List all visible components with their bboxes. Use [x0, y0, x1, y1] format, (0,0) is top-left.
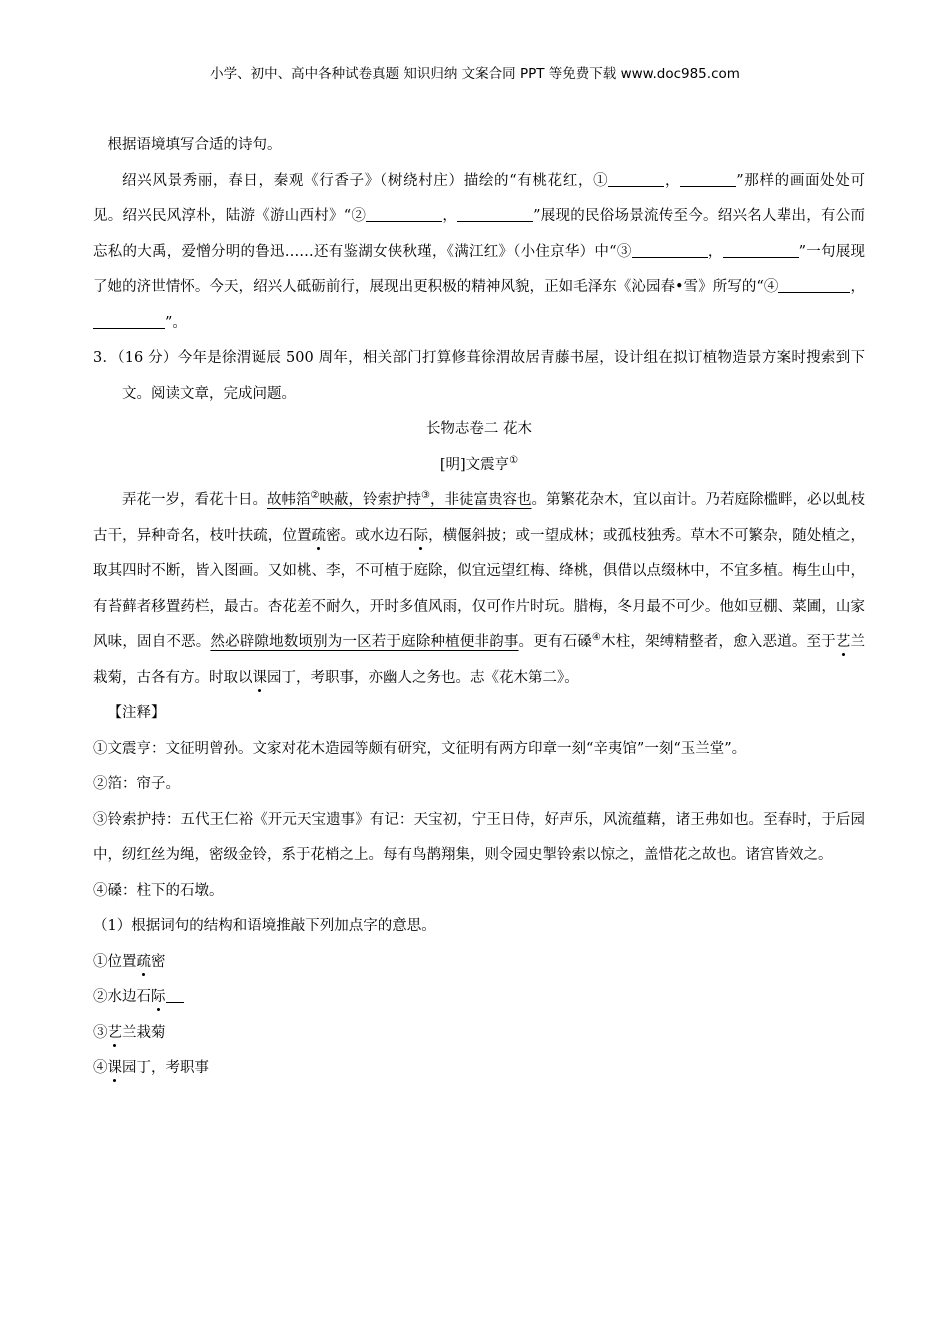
note-ref-1: ① — [509, 454, 519, 466]
passage-author — [93, 448, 865, 484]
blank-marker-2: ② — [351, 208, 367, 224]
passage-text — [93, 483, 865, 696]
author-name: [明]文震亨 — [439, 456, 510, 473]
answer-blank-4a[interactable] — [778, 276, 850, 293]
note-ref-3: ③ — [421, 490, 430, 501]
note-2: ②箔：帘子。 — [93, 776, 180, 792]
blank-comma-1: ， — [664, 172, 681, 189]
item-text: ①位置 — [93, 953, 137, 970]
subquestion-1-prompt: （1）根据词句的结构和语境推敲下列加点字的意思。 — [93, 918, 436, 934]
subquestion-item-1 — [93, 945, 865, 981]
answer-blank-2b[interactable] — [457, 205, 533, 222]
note-3: ③铃索护持：五代王仁裕《开元天宝遗事》有记：天宝初，宁王日侍，好声乐，风流蕴藉，诸王弗如也。至春时，于后园中，纫红丝为绳，密级金铃，系于花梢之上。每有鸟鹊翔集，则令园史掣铃索以惊之，盖惜花之故也。诸宫皆效之。 — [93, 811, 865, 863]
passage-segment: 木柱，架缚精整者，愈入恶道。至于 — [601, 634, 836, 650]
passage-segment: 弄花一岁，看花十日。 — [122, 492, 268, 508]
passage-segment: 密。或水边石 — [326, 527, 414, 544]
item-text: ③ — [93, 1024, 108, 1041]
subquestion-item-3 — [93, 1016, 865, 1052]
dotted-char-yi: 艺 — [107, 1024, 122, 1041]
note-ref-2: ② — [310, 490, 320, 501]
blank-marker-1: ① — [593, 172, 609, 189]
underlined-text: 故帏箔 — [267, 492, 311, 508]
dotted-char-ke: 课 — [107, 1060, 122, 1076]
subquestion-item-2 — [93, 980, 865, 1016]
dotted-char-yi: 艺 — [835, 634, 851, 650]
dotted-char-shu: 疏 — [311, 527, 327, 544]
notes-heading: 【注释】 — [107, 705, 166, 721]
passage-segment: 。更有石磉 — [518, 634, 592, 650]
blank-marker-3: ③ — [616, 243, 632, 260]
answer-blank-3b[interactable] — [723, 241, 799, 258]
passage-segment: 。第繁花杂木，宜以亩计。乃若庭除槛畔，必以虬枝古干，异种奇名，枝叶扶疏，位置 — [93, 492, 866, 544]
underlined-sentence-2: 然必辟隙地数顷别为一区若于庭除种植便非韵事 — [210, 634, 519, 650]
passage-title: 长物志卷二 花木 — [425, 421, 533, 437]
fill-text-4: ”一句展现了她的济世情怀。今天，绍兴人砥砺前行，展现出更积极的精神风貌，正如毛泽东《沁园春•雪》所写的“ — [93, 243, 865, 295]
underlined-text: 映蔽，铃索护持 — [319, 492, 422, 508]
question-3-intro: 3．（16 分）今年是徐渭诞辰 500 周年，相关部门打算修葺徐渭故居青藤书屋，设计组在拟订植物造景方案时搜索到下文。阅读文章，完成问题。 — [93, 350, 865, 402]
answer-blank-1b[interactable] — [680, 170, 736, 187]
dotted-char-ji: 际 — [151, 989, 166, 1005]
answer-blank-item-2[interactable] — [166, 986, 184, 1003]
passage-segment: 兰栽菊，古各有方。时取以 — [93, 634, 866, 686]
item-text: ④ — [93, 1060, 108, 1076]
item-text: 密 — [151, 953, 166, 970]
underlined-text: ，非徒富贵容也 — [429, 492, 532, 508]
dotted-char-ke: 课 — [252, 669, 267, 686]
fill-text-3: ”展现的民俗场景流传至今。绍兴名人辈出，有公而忘私的大禹，爱憎分明的鲁迅……还有鉴湖女侠秋瑾，《满江红》（小住京华）中“ — [93, 208, 865, 260]
fill-instruction: 根据语境填写合适的诗句。 — [107, 137, 282, 153]
document-body — [93, 128, 865, 1087]
answer-blank-1a[interactable] — [608, 170, 664, 187]
fill-text-1: 绍兴风景秀丽，春日，秦观《行香子》（树绕村庄）描绘的“有桃花红， — [122, 172, 594, 189]
dotted-char-ji: 际 — [413, 527, 429, 544]
answer-blank-2a[interactable] — [366, 205, 442, 222]
item-text: 园丁，考职事 — [122, 1060, 209, 1076]
blank-comma-2: ， — [442, 208, 458, 224]
fill-paragraph — [93, 164, 865, 342]
dotted-char-shu: 疏 — [136, 953, 151, 970]
blank-marker-4: ④ — [763, 279, 779, 295]
item-text: ②水边石 — [93, 989, 151, 1005]
note-4: ④磉：柱下的石墩。 — [93, 882, 224, 899]
note-ref-4: ④ — [591, 632, 602, 643]
note-1: ①文震亨：文征明曾孙。文家对花木造园等颇有研究，文征明有两方印章一刻“辛夷馆”一刻“玉兰堂”。 — [93, 740, 747, 757]
fill-text-2: ”那样的画面处处可见。绍兴民风淳朴，陆游《游山西村》“ — [93, 172, 866, 224]
subquestion-item-4 — [93, 1051, 865, 1087]
fill-text-5: ”。 — [165, 314, 187, 331]
passage-segment: 园丁，考职事，亦幽人之务也。志《花木第二》。 — [267, 669, 579, 686]
blank-comma-4: ， — [850, 279, 866, 295]
underlined-sentence-1 — [267, 492, 531, 508]
passage-segment: ，横偃斜披；或一望成林；或孤枝独秀。草木不可繁杂，随处植之，取其四时不断，皆入图画。又如桃、李，不可植于庭除，似宜远望红梅、绛桃，俱借以点缀林中，不宜多植。梅生山中，有苔藓者移置药栏，最古。杏花差不耐久，开时多值风雨，仅可作片时玩。腊梅，冬月最不可少。他如豆棚、菜圃，山家风味，固自不恶。 — [93, 527, 866, 650]
item-text: 兰栽菊 — [122, 1024, 166, 1041]
answer-blank-4b[interactable] — [93, 312, 165, 329]
blank-comma-3: ， — [707, 243, 723, 260]
page-header: 小学、初中、高中各种试卷真题 知识归纳 文案合同 PPT 等免费下载 www.doc985.com — [210, 66, 740, 82]
answer-blank-3a[interactable] — [632, 241, 708, 258]
